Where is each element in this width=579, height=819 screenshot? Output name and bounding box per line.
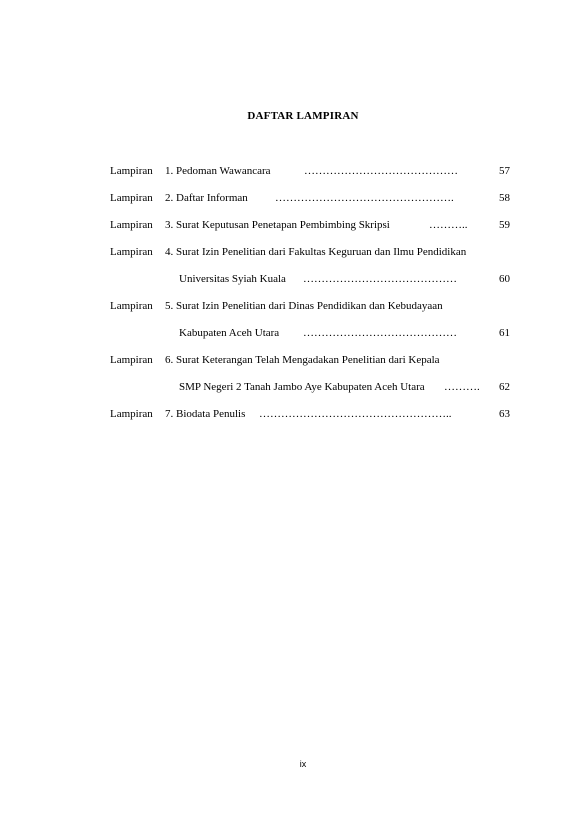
list-item-continuation — [110, 326, 510, 353]
dot-leader: …………………………………………….. — [259, 408, 452, 420]
dot-leader: …………………………………… — [304, 165, 458, 177]
dot-leader: …………………………………………. — [275, 192, 454, 204]
list-item — [110, 299, 510, 326]
entry-title: 1. Pedoman Wawancara — [165, 165, 271, 177]
appendix-list — [110, 164, 510, 434]
entry-title: 4. Surat Izin Penelitian dari Fakultas Keguruan dan Ilmu Pendidikan — [165, 246, 467, 258]
entry-title: 7. Biodata Penulis — [165, 408, 246, 420]
entry-label: Lampiran — [110, 246, 153, 258]
entry-label: Lampiran — [110, 192, 153, 204]
dot-leader: ……….. — [429, 219, 468, 231]
entry-title: 5. Surat Izin Penelitian dari Dinas Pendidikan dan Kebudayaan — [165, 300, 443, 312]
page-title: DAFTAR LAMPIRAN — [247, 110, 359, 122]
entry-title: 6. Surat Keterangan Telah Mengadakan Penelitian dari Kepala — [165, 354, 440, 366]
entry-title-cont: Universitas Syiah Kuala — [179, 273, 286, 285]
entry-title: 3. Surat Keputusan Penetapan Pembimbing Skripsi — [165, 219, 390, 231]
entry-title-cont: Kabupaten Aceh Utara — [179, 327, 280, 339]
entry-page: 60 — [499, 273, 510, 285]
entry-label: Lampiran — [110, 408, 153, 420]
entry-label: Lampiran — [110, 165, 153, 177]
list-item-continuation — [110, 272, 510, 299]
entry-label: Lampiran — [110, 354, 153, 366]
entry-page: 63 — [499, 408, 510, 420]
list-item — [110, 164, 510, 191]
entry-label: Lampiran — [110, 219, 153, 231]
dot-leader: …………………………………… — [303, 273, 457, 285]
page-number: ix — [299, 759, 307, 769]
dot-leader: …………………………………… — [303, 327, 457, 339]
list-item-continuation — [110, 380, 510, 407]
entry-label: Lampiran — [110, 300, 153, 312]
list-item — [110, 407, 510, 434]
entry-page: 61 — [499, 327, 510, 339]
entry-page: 59 — [499, 219, 510, 231]
list-item — [110, 191, 510, 218]
entry-title: 2. Daftar Informan — [165, 192, 248, 204]
entry-title-cont: SMP Negeri 2 Tanah Jambo Aye Kabupaten Aceh Utara — [179, 381, 425, 393]
list-item — [110, 218, 510, 245]
list-item — [110, 353, 510, 380]
list-item — [110, 245, 510, 272]
dot-leader: ………. — [444, 381, 480, 393]
entry-page: 62 — [499, 381, 510, 393]
entry-page: 58 — [499, 192, 510, 204]
entry-page: 57 — [499, 165, 510, 177]
